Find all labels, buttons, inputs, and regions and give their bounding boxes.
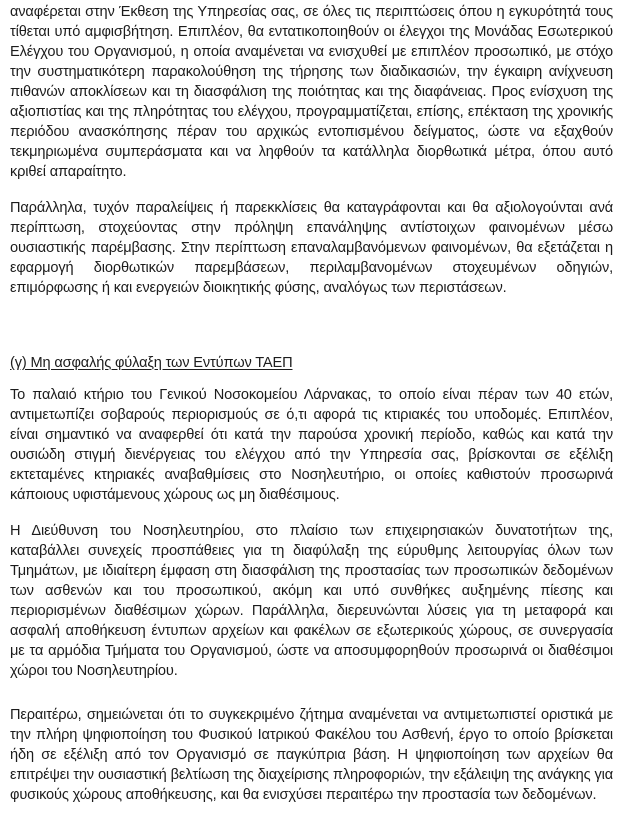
paragraph-omissions-deviations: Παράλληλα, τυχόν παραλείψεις ή παρεκκλίσεις θα καταγράφονται και θα αξιολογούνται ανά περίπτωση, στοχεύοντας στην πρόληψη επανάληψης αντίστοιχων φαινομένων μέσω ουσιαστικής παρέμβασης. Στην περίπτωση επαναλαμβανόμενων φαινομένων, θα εξετάζεται η εφαρμογή διορθωτικών παρεμβάσεων, περιλαμβανομένων στοχευμένων οδηγιών, επιμόρφωσης ή και ενεργειών διοικητικής φύσης, αναλόγως των περιστάσεων. [10, 200, 613, 296]
paragraph-internal-audit-measures: αναφέρεται στην Έκθεση της Υπηρεσίας σας, σε όλες τις περιπτώσεις όπου η εγκυρότητά τους τίθεται υπό αμφισβήτηση. Επιπλέον, θα εντατικοποιηθούν οι έλεγχοι της Μονάδας Εσωτερικού Ελέγχου του Οργανισμού, η οποία αναμένεται να ενισχυθεί με επιπλέον προσωπικό, με στόχο την συστηματικότερη παρακολούθηση της τήρησης των διαδικασιών, την έγκαιρη ανίχνευση πιθανών αποκλίσεων και τη διασφάλιση της ποιότητας και της διαφάνειας. Προς ενίσχυση της αξιοπιστίας και της πληρότητας του ελέγχου, προγραμματίζεται, επίσης, επέκταση της χρονικής περιόδου ανασκόπησης πέραν του αρχικώς εντοπισμένου δείγματος, ώστε να εξαχθούν τεκμηριωμένα συμπεράσματα και να ληφθούν τα κατάλληλα διορθωτικά μέτρα, όπου αυτό κριθεί απαραίτητο. [10, 4, 613, 180]
paragraph-digitization: Περαιτέρω, σημειώνεται ότι το συγκεκριμένο ζήτημα αναμένεται να αντιμετωπιστεί οριστικά με την πλήρη ψηφιοποίηση του Φυσικού Ιατρικού Φακέλου του Ασθενή, έργο το οποίο βρίσκεται ήδη σε εξέλιξη από τον Οργανισμό σε παγκύπρια βάση. Η ψηφιοποίηση των αρχείων θα επιτρέψει την ουσιαστική βελτίωση της διαχείρισης πληροφοριών, την εξάλειψη της ανάγκης για φυσικούς χώρους αποθήκευσης, και θα ενισχύσει περαιτέρω την προστασία των δεδομένων. [10, 707, 613, 803]
document-page [10, 2, 613, 805]
paragraph-hospital-management-efforts: Η Διεύθυνση του Νοσηλευτηρίου, στο πλαίσιο των επιχειρησιακών δυνατοτήτων της, καταβάλλει συνεχείς προσπάθειες για τη διαφύλαξη της εύρυθμης λειτουργίας όλων των Τμημάτων, με ιδιαίτερη έμφαση στη διασφάλιση της προστασίας των προσωπικών δεδομένων των ασθενών και του προσωπικού, ακόμη και υπό συνθήκες αυξημένης πίεσης και περιορισμένων διαθέσιμων χώρων. Παράλληλα, διερευνώνται λύσεις για τη μεταφορά και ασφαλή αποθήκευση έντυπων αρχείων και φακέλων σε εξωτερικούς χώρους, σε συνεργασία με τα αρμόδια Τμήματα του Οργανισμού, ώστε να αποσυμφορηθούν προσωρινά οι διαθέσιμοι χώροι του Νοσηλευτηρίου. [10, 523, 613, 679]
paragraph-old-building-limitations: Το παλαιό κτήριο του Γενικού Νοσοκομείου Λάρνακας, το οποίο είναι πέραν των 40 ετών, αντιμετωπίζει σοβαρούς περιορισμούς σε ό,τι αφορά τις κτιριακές του υποδομές. Επιπλέον, είναι σημαντικό να αναφερθεί ότι κατά την παρούσα χρονική περίοδο, καθώς και κατά την ουσιώδη στιγμή διενέργειας του ελέγχου από την Υπηρεσία σας, βρίσκονται σε εξέλιξη εκτεταμένες κτηριακές αναβαθμίσεις στο Νοσηλευτήριο, οι οποίες καθιστούν προσωρινά κάποιους υφιστάμενους χώρους ως μη διαθέσιμους. [10, 387, 613, 503]
section-heading: (γ) Μη ασφαλής φύλαξη των Εντύπων ΤΑΕΠ [10, 355, 293, 371]
